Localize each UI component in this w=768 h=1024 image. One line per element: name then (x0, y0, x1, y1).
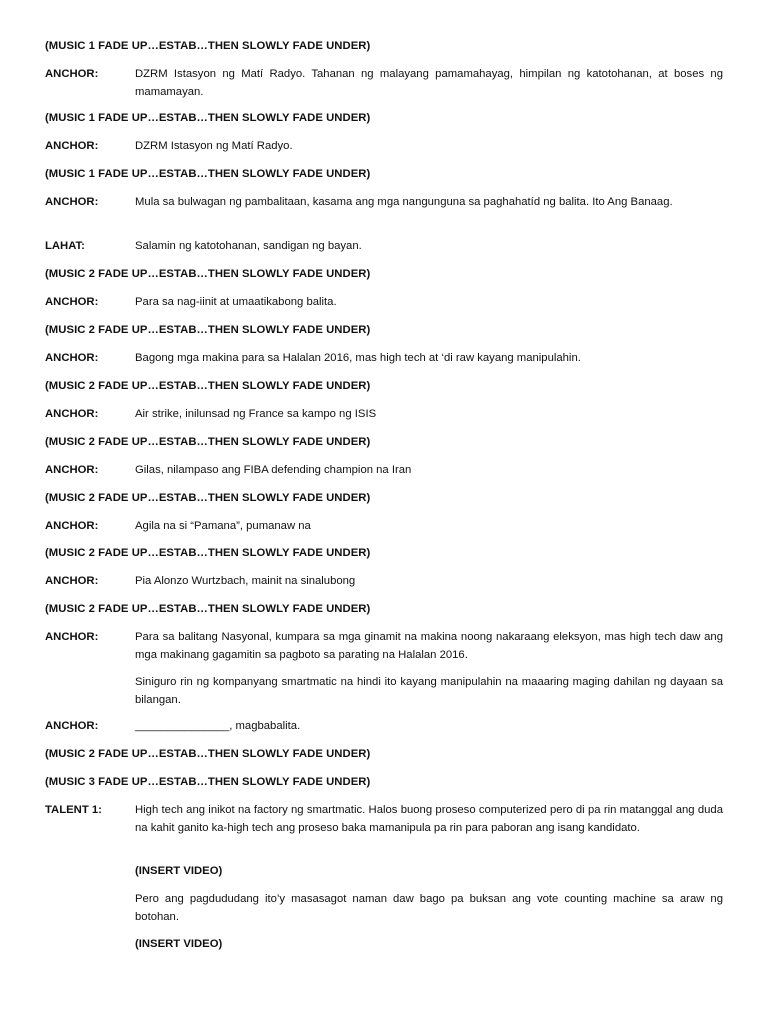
speaker-label: ANCHOR: (45, 296, 99, 308)
speaker-label: ANCHOR: (45, 575, 99, 587)
insert-video-cue: (INSERT VIDEO) (135, 865, 223, 877)
music-cue: (MUSIC 2 FADE UP…ESTAB…THEN SLOWLY FADE UNDER) (45, 268, 371, 280)
dialog-text: Bagong mga makina para sa Halalan 2016, mas high tech at ‘di raw kayang manipulahin. (135, 352, 581, 364)
speaker-label: TALENT 1: (45, 804, 102, 816)
music-cue: (MUSIC 1 FADE UP…ESTAB…THEN SLOWLY FADE UNDER) (45, 112, 371, 124)
dialog-text: Para sa balitang Nasyonal, kumpara sa mga ginamit na makina noong nakaraang eleksyon, mas high tech daw ang mga makinang gagamitin sa pagboto sa parating na Halalan 2016. (135, 631, 723, 661)
music-cue: (MUSIC 3 FADE UP…ESTAB…THEN SLOWLY FADE UNDER) (45, 776, 371, 788)
dialog-text: DZRM Istasyon ng Matí Radyo. Tahanan ng malayang pamamahayag, himpilan ng katotohanan, at boses ng mamamayan. (135, 68, 723, 98)
music-cue: (MUSIC 2 FADE UP…ESTAB…THEN SLOWLY FADE UNDER) (45, 547, 371, 559)
dialog-text: Salamin ng katotohanan, sandigan ng bayan. (135, 240, 362, 252)
speaker-label: ANCHOR: (45, 196, 99, 208)
dialog-text: Agila na si “Pamana”, pumanaw na (135, 520, 311, 532)
dialog-text: Siniguro rin ng kompanyang smartmatic na hindi ito kayang manipulahin na maaaring maging dahilan ng dayaan sa bilangan. (135, 676, 723, 706)
music-cue: (MUSIC 2 FADE UP…ESTAB…THEN SLOWLY FADE UNDER) (45, 492, 371, 504)
music-cue: (MUSIC 2 FADE UP…ESTAB…THEN SLOWLY FADE UNDER) (45, 603, 371, 615)
music-cue: (MUSIC 2 FADE UP…ESTAB…THEN SLOWLY FADE UNDER) (45, 324, 371, 336)
dialog-text: Mula sa bulwagan ng pambalitaan, kasama ang mga nangunguna sa paghahatíd ng balita. Ito Ang Banaag. (135, 196, 673, 208)
music-cue: (MUSIC 1 FADE UP…ESTAB…THEN SLOWLY FADE UNDER) (45, 168, 371, 180)
speaker-label: ANCHOR: (45, 140, 99, 152)
speaker-label: ANCHOR: (45, 68, 99, 80)
music-cue: (MUSIC 2 FADE UP…ESTAB…THEN SLOWLY FADE UNDER) (45, 748, 371, 760)
dialog-text: Gilas, nilampaso ang FIBA defending champion na Iran (135, 464, 412, 476)
dialog-text: High tech ang inikot na factory ng smartmatic. Halos buong proseso computerized pero di pa rin matanggal ang duda na kahit ganito ka-high tech ang proseso baka mamanipula pa rin para paboran ang isang kandidato. (135, 804, 723, 834)
insert-video-cue: (INSERT VIDEO) (135, 938, 223, 950)
dialog-text: _______________, magbabalita. (135, 720, 301, 732)
dialog-text: Pia Alonzo Wurtzbach, mainit na sinalubong (135, 575, 356, 587)
speaker-label: ANCHOR: (45, 720, 99, 732)
speaker-label: LAHAT: (45, 240, 85, 252)
music-cue: (MUSIC 2 FADE UP…ESTAB…THEN SLOWLY FADE UNDER) (45, 380, 371, 392)
speaker-label: ANCHOR: (45, 520, 99, 532)
speaker-label: ANCHOR: (45, 631, 99, 643)
speaker-label: ANCHOR: (45, 464, 99, 476)
speaker-label: ANCHOR: (45, 352, 99, 364)
music-cue: (MUSIC 1 FADE UP…ESTAB…THEN SLOWLY FADE UNDER) (45, 40, 371, 52)
dialog-text: Para sa nag-iinit at umaatikabong balita. (135, 296, 337, 308)
dialog-text: Pero ang pagdududang ito’y masasagot naman daw bago pa buksan ang vote counting machine sa araw ng botohan. (135, 893, 723, 923)
music-cue: (MUSIC 2 FADE UP…ESTAB…THEN SLOWLY FADE UNDER) (45, 436, 371, 448)
dialog-text: DZRM Istasyon ng Matí Radyo. (135, 140, 293, 152)
speaker-label: ANCHOR: (45, 408, 99, 420)
dialog-text: Air strike, inilunsad ng France sa kampo ng ISIS (135, 408, 377, 420)
